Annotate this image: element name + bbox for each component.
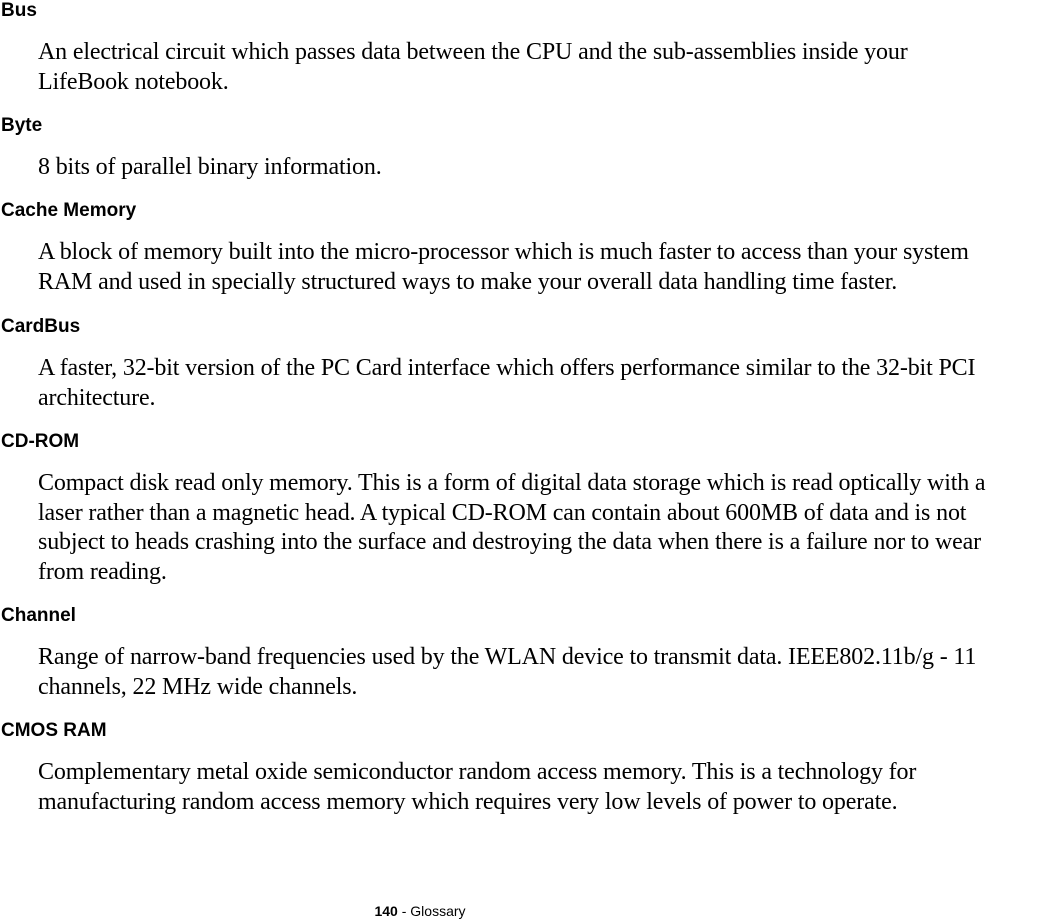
glossary-entry-channel xyxy=(0,605,1040,702)
glossary-term: CD-ROM xyxy=(1,431,80,452)
glossary-entry-byte xyxy=(0,115,1040,183)
page-number: 140 xyxy=(374,903,398,919)
page-footer xyxy=(0,902,840,920)
glossary-term: Cache Memory xyxy=(1,200,137,221)
glossary-entry-bus xyxy=(0,0,1040,97)
glossary-entry-cardbus xyxy=(0,316,1040,413)
glossary-definition: Compact disk read only memory. This is a form of digital data storage which is read optically with a laser rather than a magnetic head. A typical CD-ROM can contain about 600MB of data and is not subject to heads crashing into the surface and destroying the data when there is a failure nor to wear from reading. xyxy=(38,470,986,585)
glossary-term: CardBus xyxy=(1,316,81,337)
glossary-entry-cmos-ram xyxy=(0,720,1040,817)
footer-section: Glossary xyxy=(410,903,466,919)
glossary-term: Bus xyxy=(1,0,37,21)
glossary-term: Byte xyxy=(1,115,43,136)
glossary-definition: 8 bits of parallel binary information. xyxy=(38,154,382,180)
glossary-term: CMOS RAM xyxy=(1,720,107,741)
glossary-definition: Range of narrow-band frequencies used by the WLAN device to transmit data. IEEE802.11b/g - 11 channels, 22 MHz wide channels. xyxy=(38,644,977,700)
footer-separator: - xyxy=(397,903,411,919)
glossary-definition: An electrical circuit which passes data between the CPU and the sub-assemblies inside your LifeBook notebook. xyxy=(38,39,908,95)
glossary-term: Channel xyxy=(1,605,76,626)
glossary-entry-cd-rom xyxy=(0,431,1040,587)
glossary-definition: A block of memory built into the micro-processor which is much faster to access than your system RAM and used in specially structured ways to make your overall data handling time faster. xyxy=(38,239,969,295)
glossary-definition: Complementary metal oxide semiconductor random access memory. This is a technology for manufacturing random access memory which requires very low levels of power to operate. xyxy=(38,759,917,815)
glossary-entry-cache-memory xyxy=(0,200,1040,297)
glossary-definition: A faster, 32-bit version of the PC Card interface which offers performance similar to the 32-bit PCI architecture. xyxy=(38,355,976,411)
